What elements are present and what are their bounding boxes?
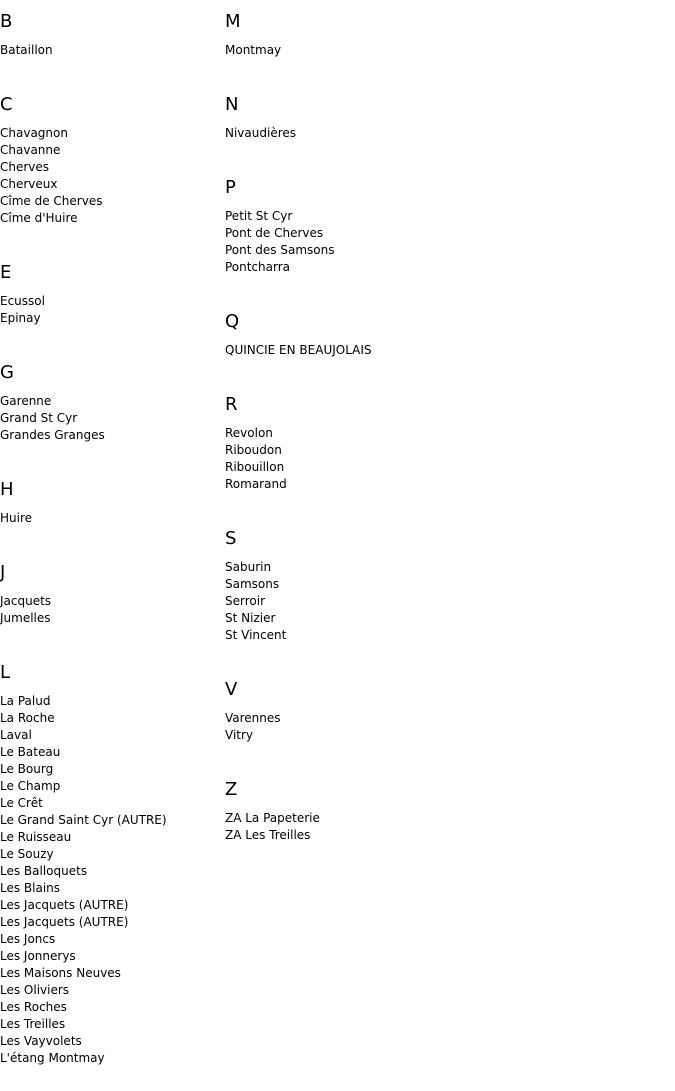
place-list-item[interactable]: Petit St Cyr	[225, 209, 293, 223]
place-list-item[interactable]: Cherves	[0, 160, 50, 174]
letter-group-b	[0, 0, 222, 59]
place-list-item[interactable]: ZA Les Treilles	[225, 828, 311, 842]
place-list-item[interactable]: Nivaudières	[225, 126, 297, 140]
letter-heading: Q	[225, 311, 240, 332]
place-list	[225, 710, 665, 744]
place-list-item[interactable]: Les Blains	[0, 881, 61, 895]
place-list-item[interactable]: L'étang Montmay	[0, 1051, 105, 1065]
letter-group-g	[0, 351, 222, 444]
place-list-item[interactable]: ZA La Papeterie	[225, 811, 320, 825]
place-list-item[interactable]: Pont des Samsons	[225, 243, 335, 257]
place-list-item[interactable]: Le Ruisseau	[0, 830, 72, 844]
place-list-item[interactable]: Chavanne	[0, 143, 61, 157]
letter-group-p	[225, 166, 665, 276]
letter-heading: S	[225, 528, 237, 549]
letter-heading: B	[0, 11, 13, 32]
place-list-item[interactable]: Chavagnon	[0, 126, 68, 140]
place-list-item[interactable]: Les Jacquets (AUTRE)	[0, 915, 129, 929]
place-list	[225, 425, 665, 493]
place-list-item[interactable]: Les Jonnerys	[0, 949, 76, 963]
place-list-item[interactable]: Pontcharra	[225, 260, 291, 274]
letter-heading: H	[0, 479, 14, 500]
place-list-item[interactable]: Serroir	[225, 594, 266, 608]
place-list-item[interactable]: Saburin	[225, 560, 272, 574]
place-list-item[interactable]: Les Vayvolets	[0, 1034, 82, 1048]
place-list-item[interactable]: Le Bateau	[0, 745, 61, 759]
letter-group-v	[225, 668, 665, 744]
letter-group-s	[225, 517, 665, 644]
place-list	[0, 293, 222, 327]
letter-group-n	[225, 83, 665, 142]
place-list-item[interactable]: Les Balloquets	[0, 864, 88, 878]
place-list-item[interactable]: Jumelles	[0, 611, 51, 625]
left-column	[0, 0, 222, 1091]
place-list-item[interactable]: Les Oliviers	[0, 983, 70, 997]
letter-heading: C	[0, 94, 13, 115]
letter-group-e	[0, 251, 222, 327]
place-list-item[interactable]: La Roche	[0, 711, 55, 725]
letter-heading: J	[0, 562, 6, 583]
place-list	[225, 342, 665, 359]
place-list-item[interactable]: Les Roches	[0, 1000, 67, 1014]
place-list-item[interactable]: Les Joncs	[0, 932, 56, 946]
letter-heading: R	[225, 394, 238, 415]
place-list-item[interactable]: Riboudon	[225, 443, 282, 457]
place-list-item[interactable]: Les Jacquets (AUTRE)	[0, 898, 129, 912]
letter-heading: N	[225, 94, 239, 115]
place-list-item[interactable]: Grand St Cyr	[0, 411, 78, 425]
place-list-item[interactable]: Montmay	[225, 43, 282, 57]
place-list	[225, 208, 665, 276]
letter-group-z	[225, 768, 665, 844]
place-list-item[interactable]: Le Bourg	[0, 762, 54, 776]
letter-heading: E	[0, 262, 12, 283]
place-list-item[interactable]: Huire	[0, 511, 33, 525]
place-list-item[interactable]: Le Crêt	[0, 796, 43, 810]
place-list-item[interactable]: Cîme de Cherves	[0, 194, 103, 208]
place-list-item[interactable]: Les Treilles	[0, 1017, 66, 1031]
place-list-item[interactable]: Bataillon	[0, 43, 53, 57]
place-list	[225, 125, 665, 142]
place-list-item[interactable]: Cîme d'Huire	[0, 211, 78, 225]
place-list-item[interactable]: Le Grand Saint Cyr (AUTRE)	[0, 813, 167, 827]
place-list-item[interactable]: Vitry	[225, 728, 254, 742]
place-list-item[interactable]: QUINCIE EN BEAUJOLAIS	[225, 343, 372, 357]
place-list-item[interactable]: Epinay	[0, 311, 41, 325]
place-list	[0, 593, 222, 627]
right-column	[225, 0, 665, 868]
place-list-item[interactable]: Grandes Granges	[0, 428, 105, 442]
place-list-item[interactable]: St Nizier	[225, 611, 276, 625]
letter-group-j	[0, 551, 222, 627]
place-list	[0, 693, 222, 1067]
place-list	[225, 42, 665, 59]
letter-heading: P	[225, 177, 236, 198]
place-list-item[interactable]: Pont de Cherves	[225, 226, 324, 240]
letter-heading: L	[0, 662, 11, 683]
place-list	[225, 559, 665, 644]
place-list	[0, 393, 222, 444]
letter-group-l	[0, 651, 222, 1067]
place-list-item[interactable]: Revolon	[225, 426, 273, 440]
letter-group-q	[225, 300, 665, 359]
letter-group-r	[225, 383, 665, 493]
letter-group-c	[0, 83, 222, 227]
letter-heading: V	[225, 679, 238, 700]
place-list	[225, 810, 665, 844]
place-list-item[interactable]: Cherveux	[0, 177, 58, 191]
letter-heading: G	[0, 362, 14, 383]
letter-group-m	[225, 0, 665, 59]
place-list-item[interactable]: Les Maisons Neuves	[0, 966, 121, 980]
place-list-item[interactable]: Le Souzy	[0, 847, 54, 861]
place-list-item[interactable]: Jacquets	[0, 594, 52, 608]
place-list-item[interactable]: St Vincent	[225, 628, 287, 642]
place-list-item[interactable]: Romarand	[225, 477, 287, 491]
place-list	[0, 125, 222, 227]
place-list-item[interactable]: Le Champ	[0, 779, 61, 793]
place-list-item[interactable]: La Palud	[0, 694, 51, 708]
place-list	[0, 42, 222, 59]
place-list-item[interactable]: Ribouillon	[225, 460, 285, 474]
place-list	[0, 510, 222, 527]
place-list-item[interactable]: Ecussol	[0, 294, 45, 308]
place-list-item[interactable]: Laval	[0, 728, 32, 742]
place-list-item[interactable]: Samsons	[225, 577, 280, 591]
place-list-item[interactable]: Varennes	[225, 711, 281, 725]
letter-group-h	[0, 468, 222, 527]
letter-heading: Z	[225, 779, 238, 800]
place-list-item[interactable]: Garenne	[0, 394, 52, 408]
letter-heading: M	[225, 11, 241, 32]
